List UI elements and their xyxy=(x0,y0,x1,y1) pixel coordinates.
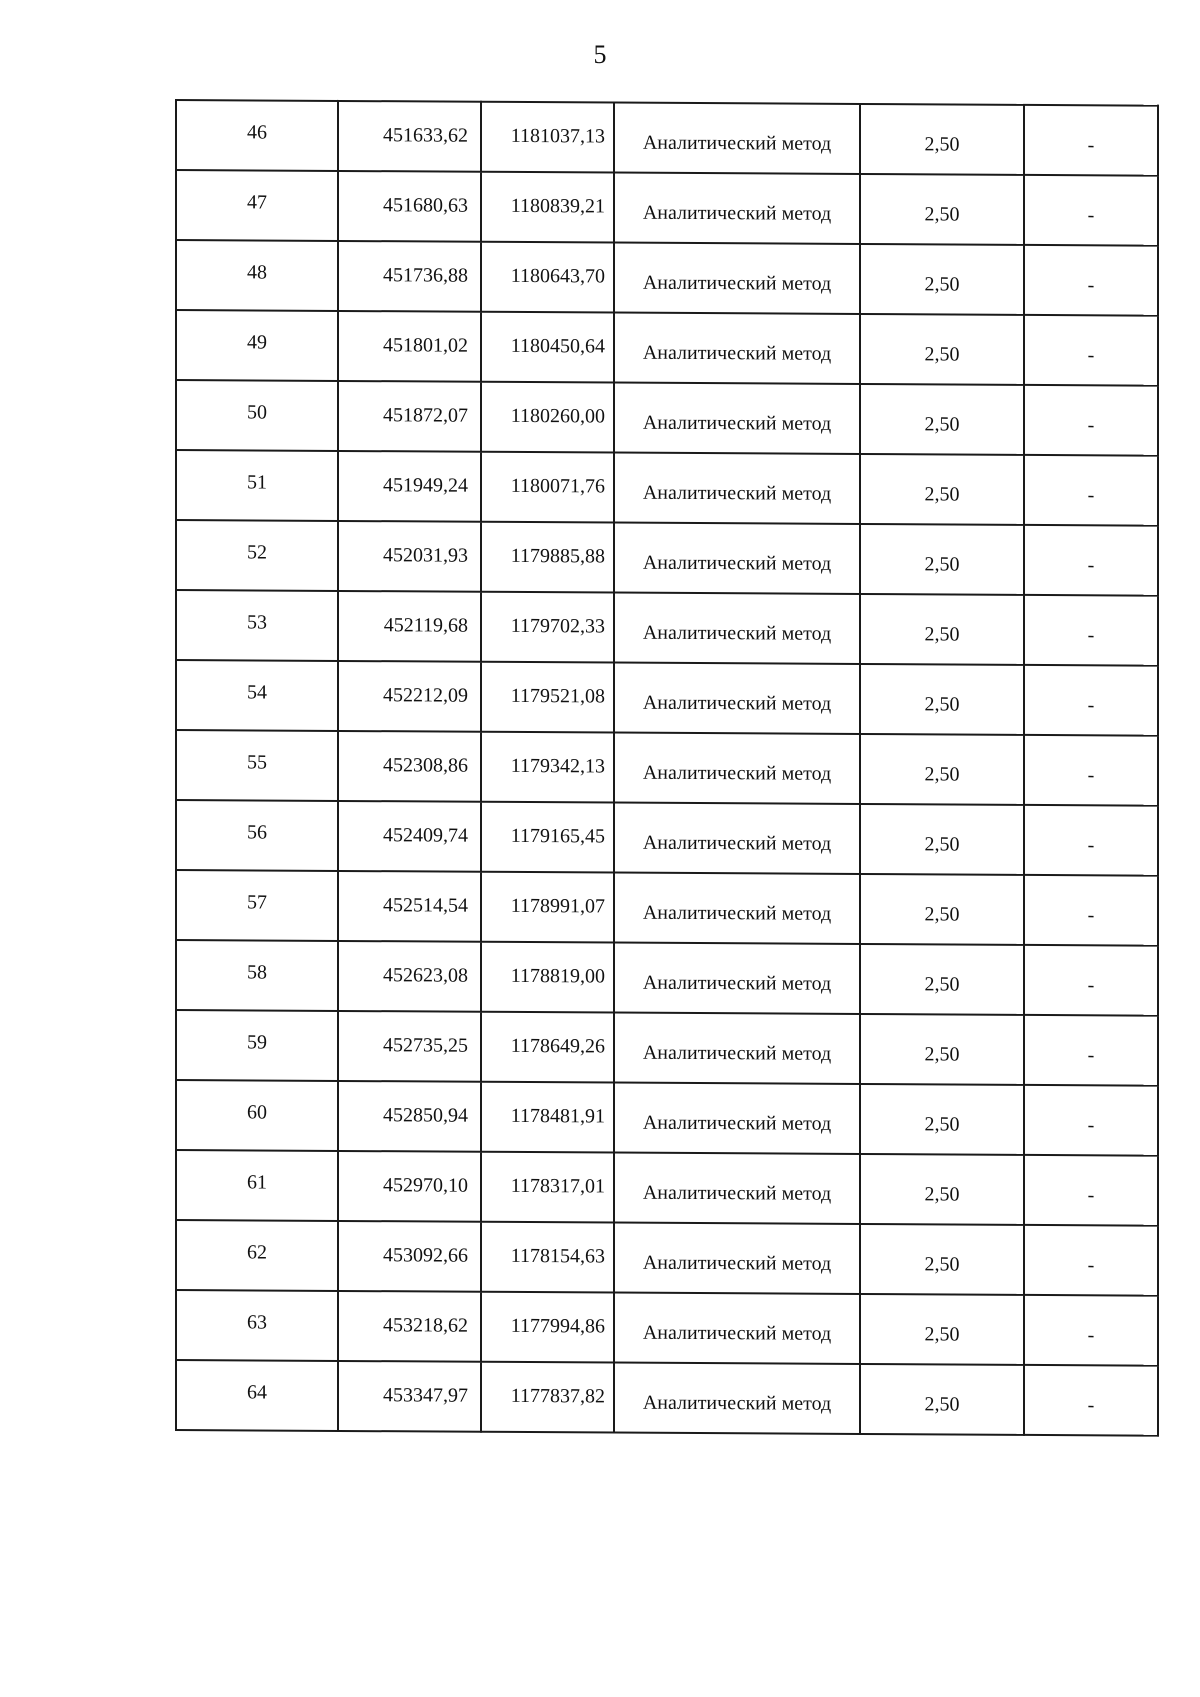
y-coordinate-cell: 1180839,21 xyxy=(481,172,614,243)
point-number-cell: 62 xyxy=(176,1220,338,1291)
point-number-cell: 59 xyxy=(176,1010,338,1081)
precision-cell: 2,50 xyxy=(860,174,1024,245)
x-coordinate-cell: 451736,88 xyxy=(338,241,481,312)
y-coordinate-cell: 1177837,82 xyxy=(481,1362,614,1433)
table-row xyxy=(176,590,1158,666)
description-cell: - xyxy=(1024,945,1158,1016)
point-number-cell: 50 xyxy=(176,380,338,451)
description-cell: - xyxy=(1024,245,1158,316)
y-coordinate-cell: 1178481,91 xyxy=(481,1082,614,1153)
coordinates-table xyxy=(175,99,1159,1437)
description-cell: - xyxy=(1024,1015,1158,1086)
precision-cell: 2,50 xyxy=(860,1224,1024,1295)
x-coordinate-cell: 451949,24 xyxy=(338,451,481,522)
description-cell: - xyxy=(1024,1085,1158,1156)
table-row xyxy=(176,1220,1158,1296)
precision-cell: 2,50 xyxy=(860,454,1024,525)
table-row xyxy=(176,940,1158,1016)
description-cell: - xyxy=(1024,175,1158,246)
method-cell: Аналитический метод xyxy=(614,103,860,174)
x-coordinate-cell: 453092,66 xyxy=(338,1221,481,1292)
precision-cell: 2,50 xyxy=(860,314,1024,385)
x-coordinate-cell: 452514,54 xyxy=(338,871,481,942)
method-cell: Аналитический метод xyxy=(614,1293,860,1364)
x-coordinate-cell: 451680,63 xyxy=(338,171,481,242)
precision-cell: 2,50 xyxy=(860,524,1024,595)
table-row xyxy=(176,1080,1158,1156)
precision-cell: 2,50 xyxy=(860,664,1024,735)
x-coordinate-cell: 452212,09 xyxy=(338,661,481,732)
method-cell: Аналитический метод xyxy=(614,943,860,1014)
description-cell: - xyxy=(1024,875,1158,946)
method-cell: Аналитический метод xyxy=(614,733,860,804)
table-row xyxy=(176,450,1158,526)
y-coordinate-cell: 1178154,63 xyxy=(481,1222,614,1293)
x-coordinate-cell: 452850,94 xyxy=(338,1081,481,1152)
method-cell: Аналитический метод xyxy=(614,1013,860,1084)
method-cell: Аналитический метод xyxy=(614,383,860,454)
y-coordinate-cell: 1179165,45 xyxy=(481,802,614,873)
method-cell: Аналитический метод xyxy=(614,803,860,874)
x-coordinate-cell: 453218,62 xyxy=(338,1291,481,1362)
point-number-cell: 46 xyxy=(176,100,338,171)
x-coordinate-cell: 452409,74 xyxy=(338,801,481,872)
x-coordinate-cell: 451872,07 xyxy=(338,381,481,452)
y-coordinate-cell: 1178317,01 xyxy=(481,1152,614,1223)
table-row xyxy=(176,520,1158,596)
coordinates-table-body xyxy=(176,100,1158,1436)
y-coordinate-cell: 1181037,13 xyxy=(481,102,614,173)
x-coordinate-cell: 453347,97 xyxy=(338,1361,481,1432)
y-coordinate-cell: 1180643,70 xyxy=(481,242,614,313)
table-row xyxy=(176,800,1158,876)
y-coordinate-cell: 1180260,00 xyxy=(481,382,614,453)
precision-cell: 2,50 xyxy=(860,384,1024,455)
table-row xyxy=(176,660,1158,736)
precision-cell: 2,50 xyxy=(860,874,1024,945)
point-number-cell: 55 xyxy=(176,730,338,801)
point-number-cell: 57 xyxy=(176,870,338,941)
x-coordinate-cell: 451801,02 xyxy=(338,311,481,382)
table-row xyxy=(176,1010,1158,1086)
point-number-cell: 61 xyxy=(176,1150,338,1221)
description-cell: - xyxy=(1024,315,1158,386)
x-coordinate-cell: 452735,25 xyxy=(338,1011,481,1082)
table-row xyxy=(176,100,1158,176)
description-cell: - xyxy=(1024,1155,1158,1226)
table-row xyxy=(176,170,1158,246)
x-coordinate-cell: 451633,62 xyxy=(338,101,481,172)
point-number-cell: 52 xyxy=(176,520,338,591)
description-cell: - xyxy=(1024,1225,1158,1296)
table-row xyxy=(176,870,1158,946)
y-coordinate-cell: 1180450,64 xyxy=(481,312,614,383)
description-cell: - xyxy=(1024,665,1158,736)
precision-cell: 2,50 xyxy=(860,1154,1024,1225)
x-coordinate-cell: 452031,93 xyxy=(338,521,481,592)
method-cell: Аналитический метод xyxy=(614,1363,860,1434)
method-cell: Аналитический метод xyxy=(614,593,860,664)
table-row xyxy=(176,1290,1158,1366)
x-coordinate-cell: 452970,10 xyxy=(338,1151,481,1222)
point-number-cell: 64 xyxy=(176,1360,338,1431)
x-coordinate-cell: 452623,08 xyxy=(338,941,481,1012)
point-number-cell: 63 xyxy=(176,1290,338,1361)
description-cell: - xyxy=(1024,1365,1158,1436)
table-row xyxy=(176,310,1158,386)
point-number-cell: 56 xyxy=(176,800,338,871)
table-row xyxy=(176,240,1158,316)
precision-cell: 2,50 xyxy=(860,1014,1024,1085)
point-number-cell: 58 xyxy=(176,940,338,1011)
method-cell: Аналитический метод xyxy=(614,1083,860,1154)
precision-cell: 2,50 xyxy=(860,1294,1024,1365)
method-cell: Аналитический метод xyxy=(614,173,860,244)
description-cell: - xyxy=(1024,105,1158,176)
method-cell: Аналитический метод xyxy=(614,453,860,524)
table-row xyxy=(176,1360,1158,1436)
method-cell: Аналитический метод xyxy=(614,1153,860,1224)
point-number-cell: 51 xyxy=(176,450,338,521)
method-cell: Аналитический метод xyxy=(614,243,860,314)
y-coordinate-cell: 1178649,26 xyxy=(481,1012,614,1083)
description-cell: - xyxy=(1024,1295,1158,1366)
point-number-cell: 49 xyxy=(176,310,338,381)
coordinates-table-wrapper xyxy=(175,99,1159,1437)
y-coordinate-cell: 1179702,33 xyxy=(481,592,614,663)
precision-cell: 2,50 xyxy=(860,594,1024,665)
point-number-cell: 53 xyxy=(176,590,338,661)
description-cell: - xyxy=(1024,735,1158,806)
table-row xyxy=(176,1150,1158,1226)
x-coordinate-cell: 452308,86 xyxy=(338,731,481,802)
point-number-cell: 54 xyxy=(176,660,338,731)
y-coordinate-cell: 1180071,76 xyxy=(481,452,614,523)
method-cell: Аналитический метод xyxy=(614,313,860,384)
precision-cell: 2,50 xyxy=(860,244,1024,315)
precision-cell: 2,50 xyxy=(860,804,1024,875)
precision-cell: 2,50 xyxy=(860,1364,1024,1435)
description-cell: - xyxy=(1024,385,1158,456)
precision-cell: 2,50 xyxy=(860,104,1024,175)
y-coordinate-cell: 1179342,13 xyxy=(481,732,614,803)
point-number-cell: 48 xyxy=(176,240,338,311)
table-row xyxy=(176,380,1158,456)
y-coordinate-cell: 1178819,00 xyxy=(481,942,614,1013)
table-row xyxy=(176,730,1158,806)
method-cell: Аналитический метод xyxy=(614,873,860,944)
method-cell: Аналитический метод xyxy=(614,663,860,734)
y-coordinate-cell: 1177994,86 xyxy=(481,1292,614,1363)
x-coordinate-cell: 452119,68 xyxy=(338,591,481,662)
y-coordinate-cell: 1179885,88 xyxy=(481,522,614,593)
description-cell: - xyxy=(1024,455,1158,526)
y-coordinate-cell: 1178991,07 xyxy=(481,872,614,943)
description-cell: - xyxy=(1024,805,1158,876)
precision-cell: 2,50 xyxy=(860,944,1024,1015)
method-cell: Аналитический метод xyxy=(614,1223,860,1294)
y-coordinate-cell: 1179521,08 xyxy=(481,662,614,733)
page-number: 5 xyxy=(593,40,607,69)
precision-cell: 2,50 xyxy=(860,734,1024,805)
point-number-cell: 47 xyxy=(176,170,338,241)
method-cell: Аналитический метод xyxy=(614,523,860,594)
description-cell: - xyxy=(1024,525,1158,596)
description-cell: - xyxy=(1024,595,1158,666)
precision-cell: 2,50 xyxy=(860,1084,1024,1155)
point-number-cell: 60 xyxy=(176,1080,338,1151)
